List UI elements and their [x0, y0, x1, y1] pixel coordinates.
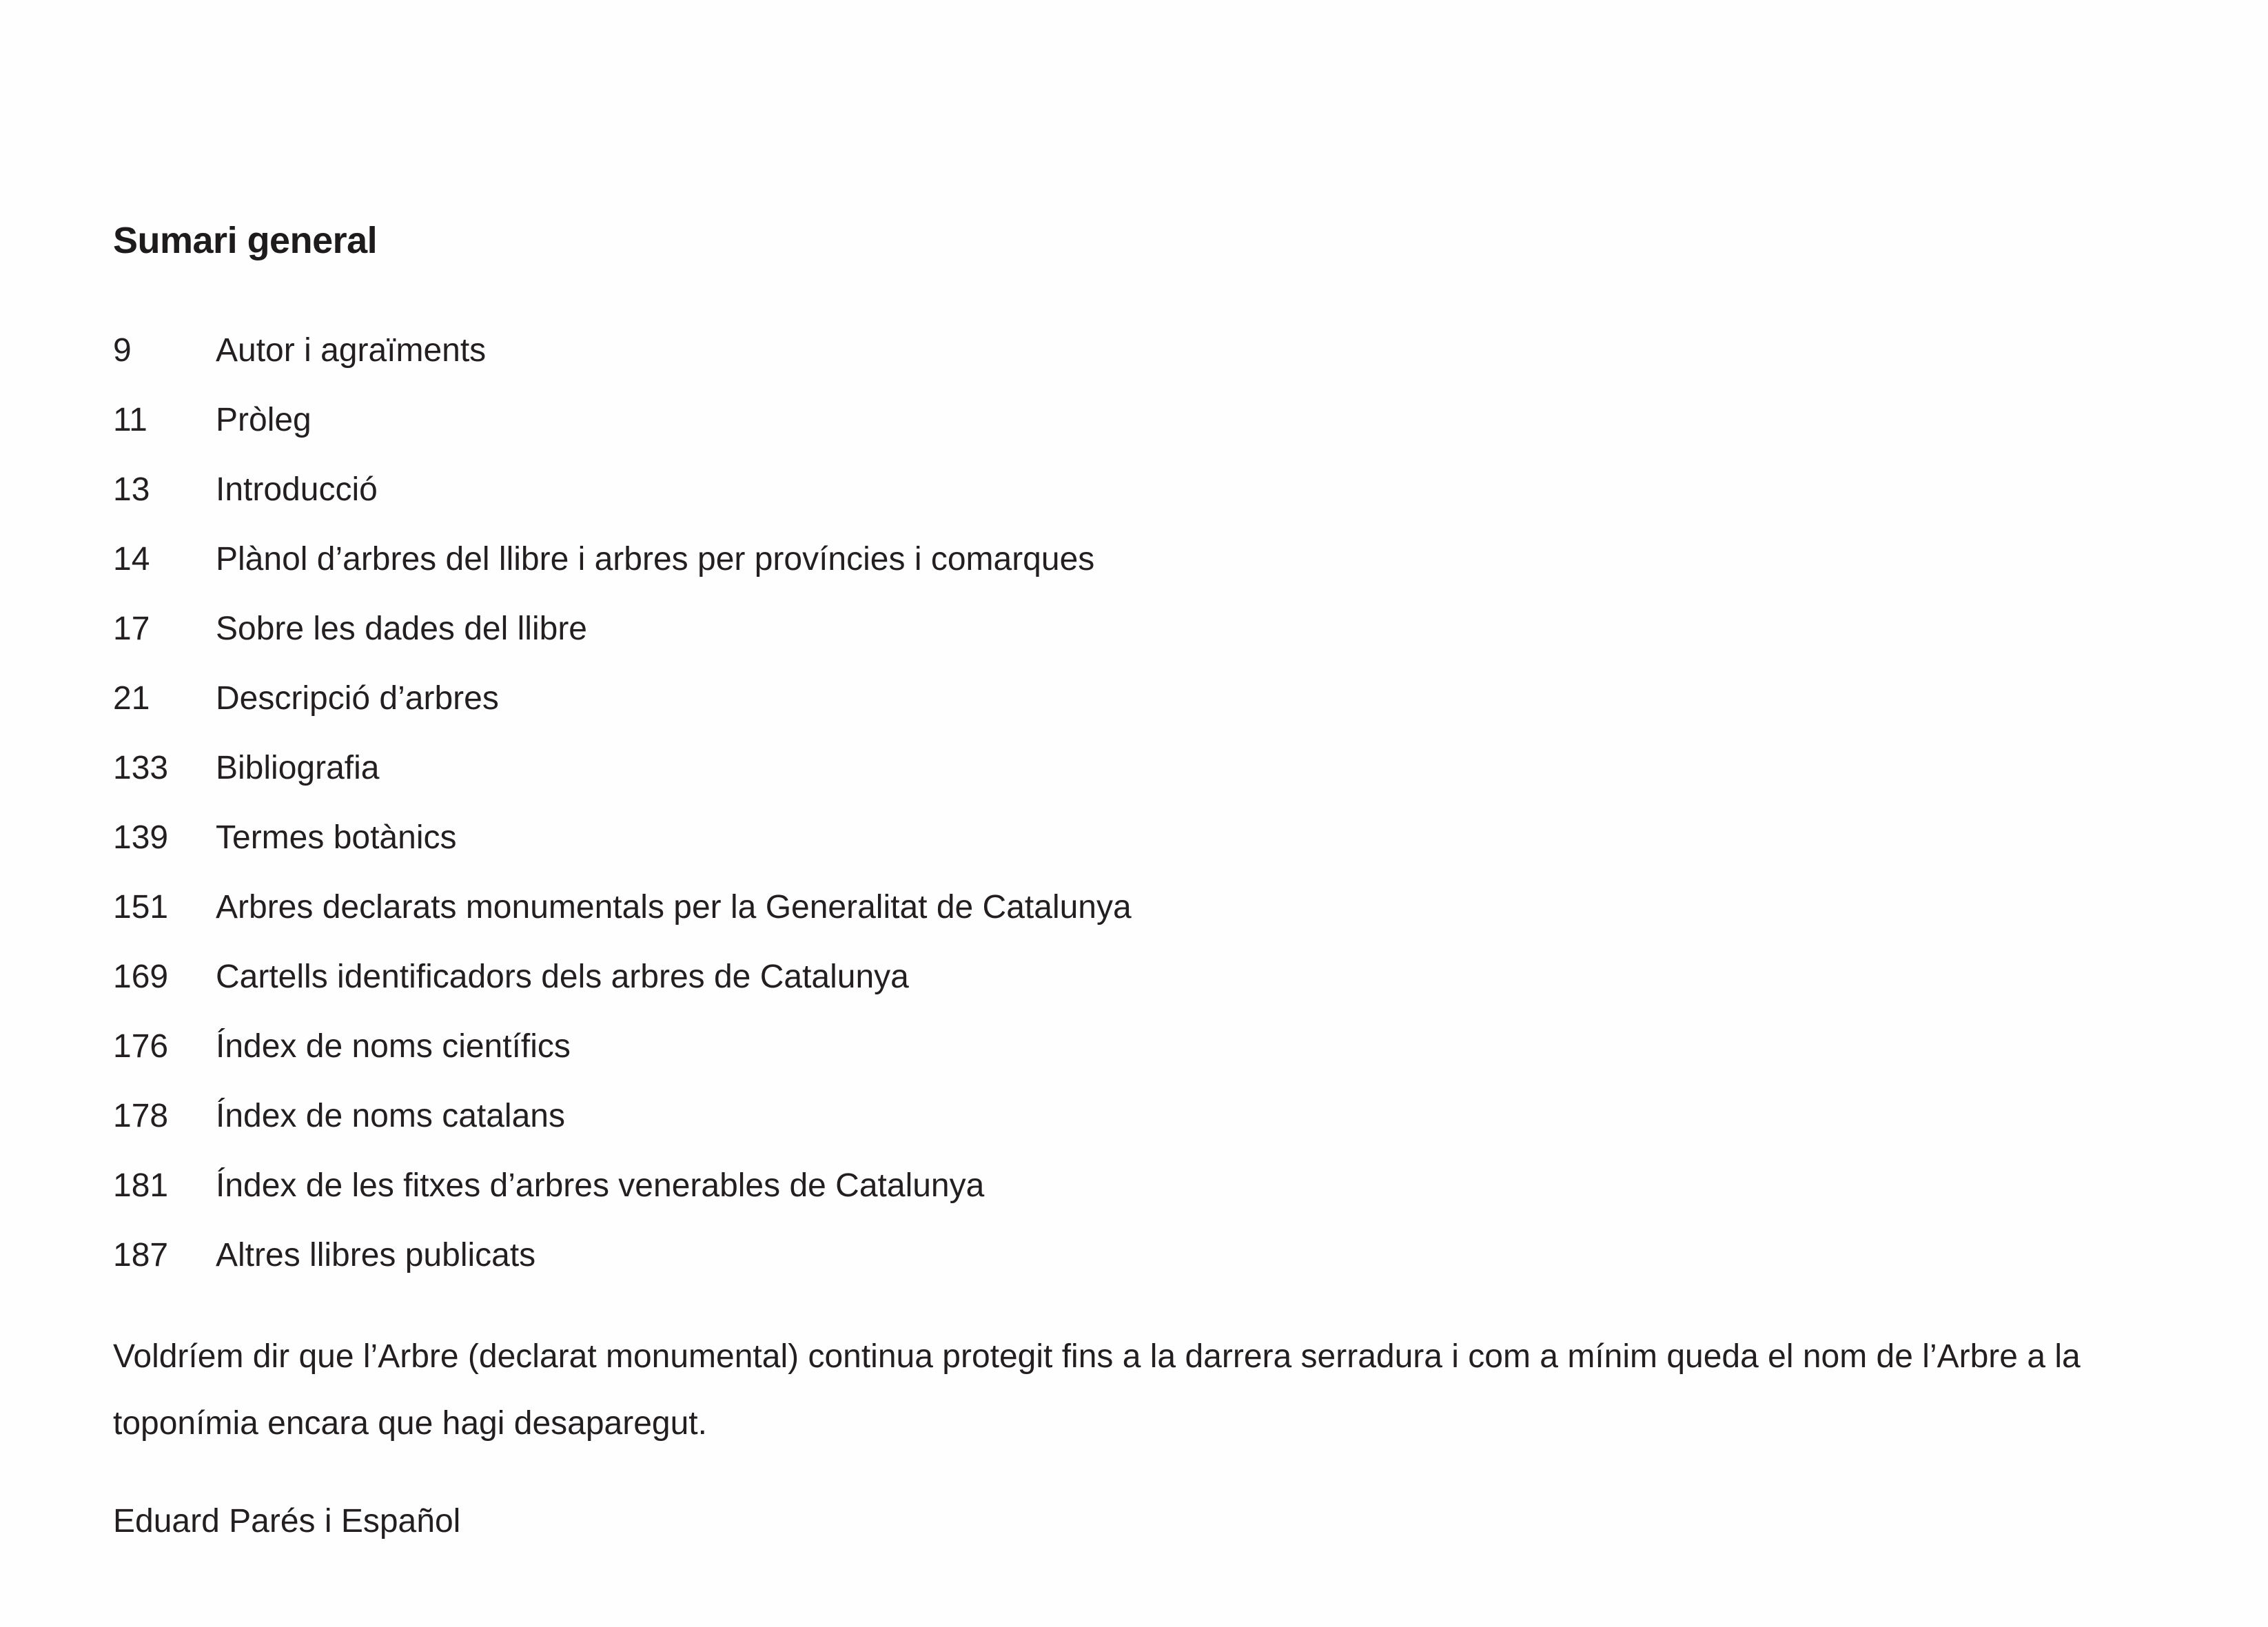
- toc-entry: [113, 385, 1132, 455]
- toc-entry: [113, 1081, 1132, 1151]
- toc-entry-title: Arbres declarats monumentals per la Generalitat de Catalunya: [216, 889, 1132, 925]
- toc-entry-title: Altres llibres publicats: [216, 1237, 536, 1273]
- closing-note: Voldríem dir que l’Arbre (declarat monumental) continua protegit fins a la darrera serradura i com a mínim queda el nom de l’Arbre a la toponímia encara que hagi desaparegut.: [113, 1338, 2081, 1442]
- toc-entry-title: Autor i agraïments: [216, 332, 487, 369]
- toc-entry-title: Pròleg: [216, 402, 311, 438]
- toc-entry: [113, 942, 1132, 1012]
- toc-entry-title: Descripció d’arbres: [216, 680, 499, 717]
- toc-entry: [113, 1012, 1132, 1081]
- toc-page-number: 151: [113, 889, 169, 925]
- toc-entry-title: Plànol d’arbres del llibre i arbres per províncies i comarques: [216, 541, 1095, 577]
- table-of-contents: [113, 316, 1132, 1290]
- toc-page-number: 178: [113, 1098, 169, 1134]
- toc-entry: [113, 524, 1132, 594]
- toc-entry-title: Introducció: [216, 471, 378, 508]
- toc-entry: [113, 664, 1132, 733]
- toc-page-number: 17: [113, 611, 150, 647]
- toc-entry-title: Cartells identificadors dels arbres de Catalunya: [216, 959, 909, 995]
- toc-page-number: 9: [113, 332, 132, 369]
- page-title: Sumari general: [113, 220, 378, 261]
- toc-entry-title: Sobre les dades del llibre: [216, 611, 587, 647]
- toc-page-number: 187: [113, 1237, 169, 1273]
- toc-entry: [113, 803, 1132, 872]
- toc-page-number: 11: [113, 402, 147, 438]
- toc-entry: [113, 594, 1132, 664]
- toc-page-number: 169: [113, 959, 169, 995]
- toc-entry-title: Bibliografia: [216, 750, 380, 786]
- toc-entry: [113, 1220, 1132, 1290]
- toc-entry-title: Índex de les fitxes d’arbres venerables de Catalunya: [216, 1167, 985, 1204]
- toc-page-number: 139: [113, 819, 169, 856]
- toc-page-number: 14: [113, 541, 150, 577]
- toc-entry-title: Índex de noms científics: [216, 1028, 571, 1065]
- toc-entry: [113, 733, 1132, 803]
- toc-page-number: 133: [113, 750, 169, 786]
- toc-entry: [113, 455, 1132, 524]
- author-signature: Eduard Parés i Español: [113, 1503, 461, 1539]
- toc-page-number: 176: [113, 1028, 169, 1065]
- toc-entry: [113, 316, 1132, 385]
- toc-page-number: 21: [113, 680, 150, 717]
- toc-page-number: 13: [113, 471, 150, 508]
- toc-entry: [113, 1151, 1132, 1220]
- toc-entry-title: Termes botànics: [216, 819, 457, 856]
- toc-entry: [113, 872, 1132, 942]
- toc-entry-title: Índex de noms catalans: [216, 1098, 565, 1134]
- toc-page-number: 181: [113, 1167, 169, 1204]
